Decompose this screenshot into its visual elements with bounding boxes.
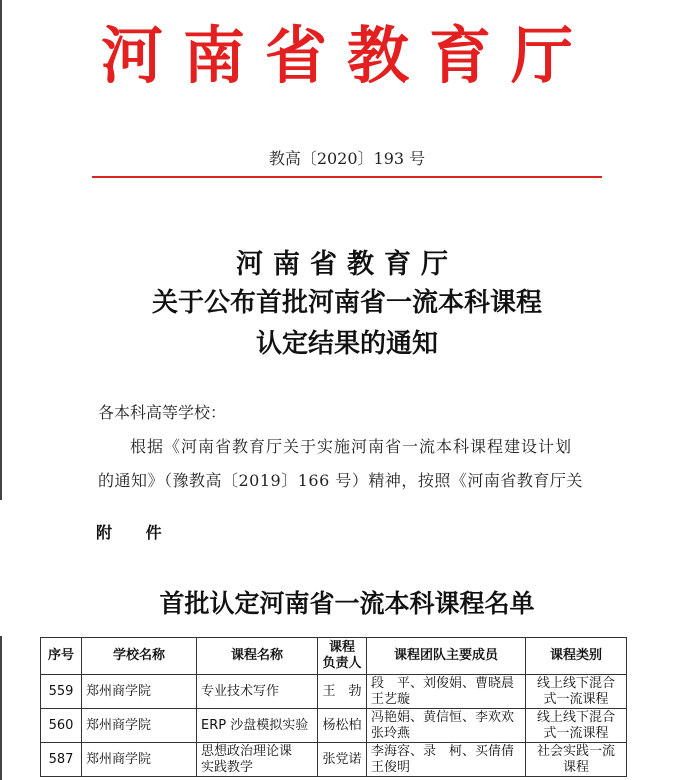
cell-leader: 杨松柏 <box>318 709 367 743</box>
cell-school: 郑州商学院 <box>82 709 197 743</box>
cell-no: 560 <box>41 709 82 743</box>
body-line-1: 根据《河南省教育厅关于实施河南省一流本科课程建设计划 <box>130 437 573 456</box>
title-line-3: 认定结果的通知 <box>255 329 438 359</box>
header-school: 学校名称 <box>82 638 197 675</box>
header-team: 课程团队主要成员 <box>367 638 526 675</box>
cell-no: 559 <box>41 675 82 709</box>
table-row <box>41 709 627 743</box>
cell-category: 线上线下混合 式一流课程 <box>526 675 627 709</box>
masthead-title: 河南省教育厅 <box>100 19 593 92</box>
cell-leader: 王 勃 <box>318 675 367 709</box>
cell-category: 线上线下混合 式一流课程 <box>526 709 627 743</box>
header-no: 序号 <box>41 638 82 675</box>
cell-school: 郑州商学院 <box>82 675 197 709</box>
list-title: 首批认定河南省一流本科课程名单 <box>159 589 535 618</box>
document-number: 教高〔2020〕193 号 <box>268 149 426 168</box>
title-line-2: 关于公布首批河南省一流本科课程 <box>151 288 542 318</box>
page-edge <box>0 636 2 780</box>
course-table <box>40 637 627 777</box>
cell-team: 段 平、刘俊娟、曹晓晨 王艺璇 <box>367 675 526 709</box>
header-category: 课程类别 <box>526 638 627 675</box>
table-row <box>41 743 627 777</box>
table-row <box>41 675 627 709</box>
cell-category: 社会实践一流 课程 <box>526 743 627 777</box>
header-course: 课程名称 <box>197 638 318 675</box>
body-line-2: 的通知》（豫教高〔2019〕166 号）精神，按照《河南省教育厅关 <box>98 471 583 490</box>
cell-leader: 张党诺 <box>318 743 367 777</box>
salutation: 各本科高等学校： <box>98 403 227 422</box>
attachment-label: 附 件 <box>96 523 176 542</box>
cell-school: 郑州商学院 <box>82 743 197 777</box>
cell-course: 思想政治理论课 实践教学 <box>197 743 318 777</box>
cell-team: 冯艳娟、黄信恒、李欢欢 张玲燕 <box>367 709 526 743</box>
cell-no: 587 <box>41 743 82 777</box>
cell-course: 专业技术写作 <box>197 675 318 709</box>
red-divider <box>92 176 602 178</box>
header-leader: 课程 负责人 <box>318 638 367 675</box>
table-header-row <box>41 638 627 675</box>
cell-team: 李海容、录 柯、买倩倩 王俊明 <box>367 743 526 777</box>
cell-course: ERP 沙盘模拟实验 <box>197 709 318 743</box>
title-issuer: 河南省教育厅 <box>236 249 458 280</box>
